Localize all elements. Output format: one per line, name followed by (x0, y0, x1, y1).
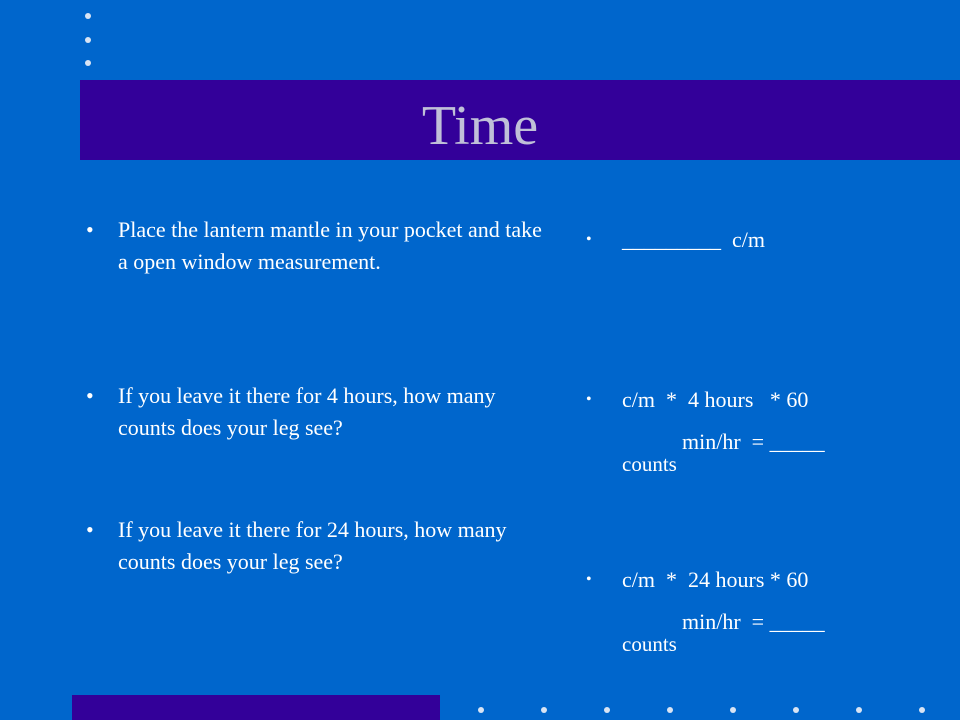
decorative-dot (85, 37, 91, 43)
bottom-band (72, 695, 440, 720)
bullet-icon: • (586, 571, 592, 588)
bullet-icon: • (86, 383, 94, 408)
bullet-icon: • (86, 217, 94, 242)
decorative-dot (730, 707, 736, 713)
left-bullet-item (86, 214, 546, 278)
left-bullet-item (86, 380, 546, 444)
decorative-dot (793, 707, 799, 713)
right-bullet-line: _________ c/m (622, 227, 765, 252)
bullet-icon: • (86, 517, 94, 542)
right-bullet-line: c/m * 4 hours * 60 (622, 387, 809, 412)
slide-title: Time (421, 95, 539, 157)
decorative-dot (604, 707, 610, 713)
decorative-dot (478, 707, 484, 713)
decorative-dot (667, 707, 673, 713)
right-bullet-line: counts (622, 632, 677, 656)
decorative-dot (856, 707, 862, 713)
right-bullet-item (586, 384, 825, 474)
left-bullet-text: If you leave it there for 24 hours, how many counts does your leg see? (118, 517, 507, 574)
right-bullet-item (586, 564, 825, 654)
bullet-icon: • (586, 231, 592, 248)
left-bullet-item (86, 514, 546, 578)
decorative-dot (541, 707, 547, 713)
decorative-dot (85, 13, 91, 19)
decorative-dot (919, 707, 925, 713)
right-bullet-item (586, 224, 765, 256)
decorative-dot (85, 60, 91, 66)
bullet-icon: • (586, 391, 592, 408)
left-bullet-text: If you leave it there for 4 hours, how many counts does your leg see? (118, 383, 496, 440)
right-bullet-line: c/m * 24 hours * 60 (622, 567, 809, 592)
right-bullet-line: min/hr = _____ (682, 609, 825, 634)
right-bullet-line: counts (622, 452, 677, 476)
right-bullet-line: min/hr = _____ (682, 429, 825, 454)
left-bullet-text: Place the lantern mantle in your pocket and take a open window measurement. (118, 217, 542, 274)
